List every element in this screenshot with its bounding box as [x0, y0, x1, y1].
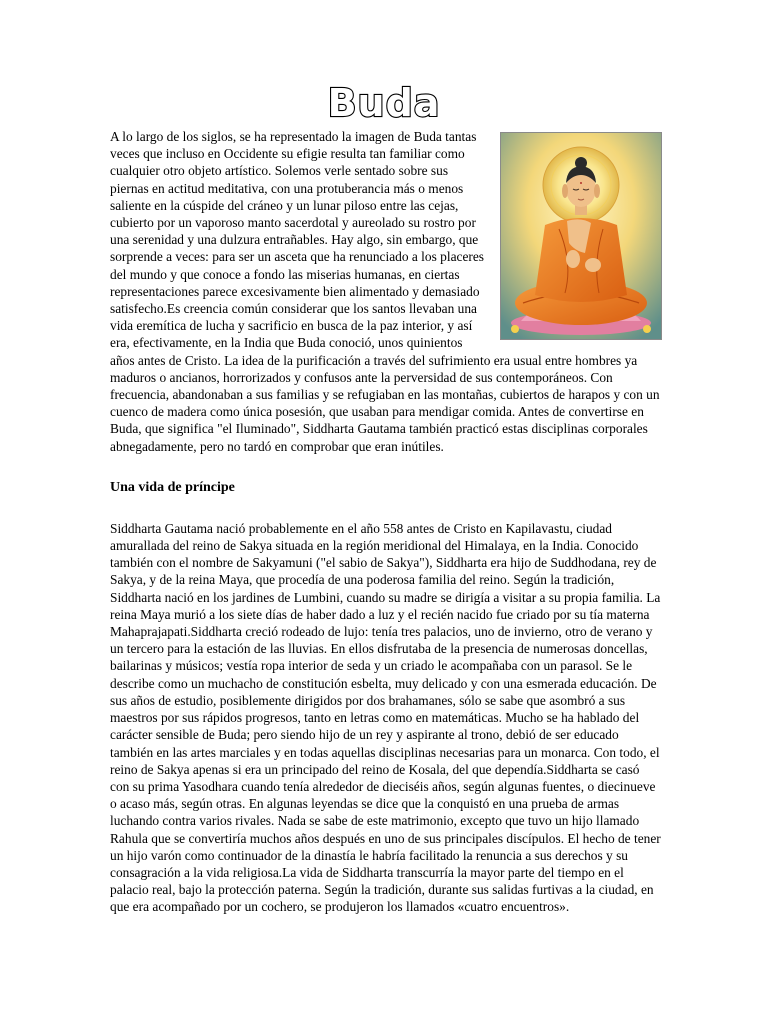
buddha-image	[500, 132, 662, 340]
meditating-buddha-illustration-icon	[501, 133, 661, 339]
title-area	[0, 80, 768, 124]
section-heading: Una vida de príncipe	[110, 479, 235, 495]
section-paragraph: Siddharta Gautama nació probablemente en el año 558 antes de Cristo en Kapilavastu, ciudad amurallada del reino de Sakya situada en la región meridional del Himalaya, en la India. Conocido también con el nombre de Sakyamuni ("el sabio de Sakya"), Siddharta era hijo de Suddhodana, rey de Sakya, y de la reina Maya, que procedía de una poderosa familia del reino. Según la tradición, Siddharta nació en los jardines de Lumbini, cuando su madre se dirigía a visitar a su propia familia. La reina Maya murió a los siete días de haber dado a luz y el recién nacido fue criado por su tía materna Mahaprajapati.Siddharta creció rodeado de lujo: tenía tres palacios, uno de invierno, otro de verano y un tercero para la estación de las lluvias. En ellos disfrutaba de la presencia de numerosas doncellas, bailarinas y músicos; vestía ropa interior de seda y un criado le acompañaba con un parasol. Se le describe como un muchacho de constitución esbelta, muy delicado y con una esmerada educación. De sus años de estudio, posiblemente dirigidos por dos brahamanes, sólo se sabe que asombró a sus maestros por sus rápidos progresos, tanto en letras como en matemáticas. Mucho se ha hablado del carácter sensible de Buda; pero siendo hijo de un rey y aspirante al trono, debió de ser educado también en las artes marciales y en todas aquellas disciplinas necesarias para un monarca. Con todo, el reino de Sakya apenas si era un principado del reino de Kosala, del que dependía.Siddharta se casó con su prima Yasodhara cuando tenía alrededor de dieciséis años, según algunas fuentes, o diecinueve o acaso más, según otras. En algunas leyendas se dice que la conquistó en una prueba de armas luchando contra varios rivales. Nada se sabe de este matrimonio, excepto que tuvo un hijo llamado Rahula que se convertiría muchos años después en uno de sus principales discípulos. El hecho de tener un hijo varón como continuador de la dinastía le habría facilitado la renuncia a sus derechos y su consagración a la vida religiosa.La vida de Siddharta transcurría la mayor parte del tiempo en el palacio real, bajo la protección paterna. Según la tradición, durante sus salidas furtivas a la ciudad, en que era acompañado por un cochero, se produjeron los llamados «cuatro encuentros».	[110, 520, 661, 915]
intro-paragraph: A lo largo de los siglos, se ha representado la imagen de Buda tantas veces que incluso en Occidente su efigie resulta tan familiar como cualquier otro objeto artístico. Solemos verle sentado sobre sus piernas en actitud meditativa, con una protuberancia más o menos saliente en la cúspide del cráneo y un lunar piloso entre las cejas, cubierto por un vaporoso manto sacerdotal y aureolado su rostro por una serenidad y una dulzura entrañables. Hay algo, sin embargo, que sorprende a veces: para ser un asceta que ha renunciado a los placeres del mundo y que conoce a fondo las miserias humanas, en ciertas representaciones parece excesivamente bien alimentado y demasiado satisfecho.Es creencia común considerar que los santos llevaban una vida eremítica de lucha y sacrificio en busca de la paz interior, y así era, efectivamente, en la India que Buda conoció, unos quinientos años antes de Cristo. La idea de la purificación a través del sufrimiento era usual entre hombres ya maduros o ancianos, horrorizados y confusos ante la perversidad de sus contemporáneos. Con frecuencia, abandonaban a sus familias y se refugiaban en las montañas, cubiertos de harapos y con un cuenco de madera como única posesión, que usaban para mendigar comida. Antes de convertirse en Buda, que significa "el Iluminado", Siddharta Gautama también practicó estas disciplinas corporales abnegadamente, pero no tardó en comprobar que eran inútiles.	[110, 129, 660, 454]
article-body	[110, 128, 662, 916]
page-title-text: Buda	[327, 81, 441, 124]
page-title	[309, 80, 459, 124]
